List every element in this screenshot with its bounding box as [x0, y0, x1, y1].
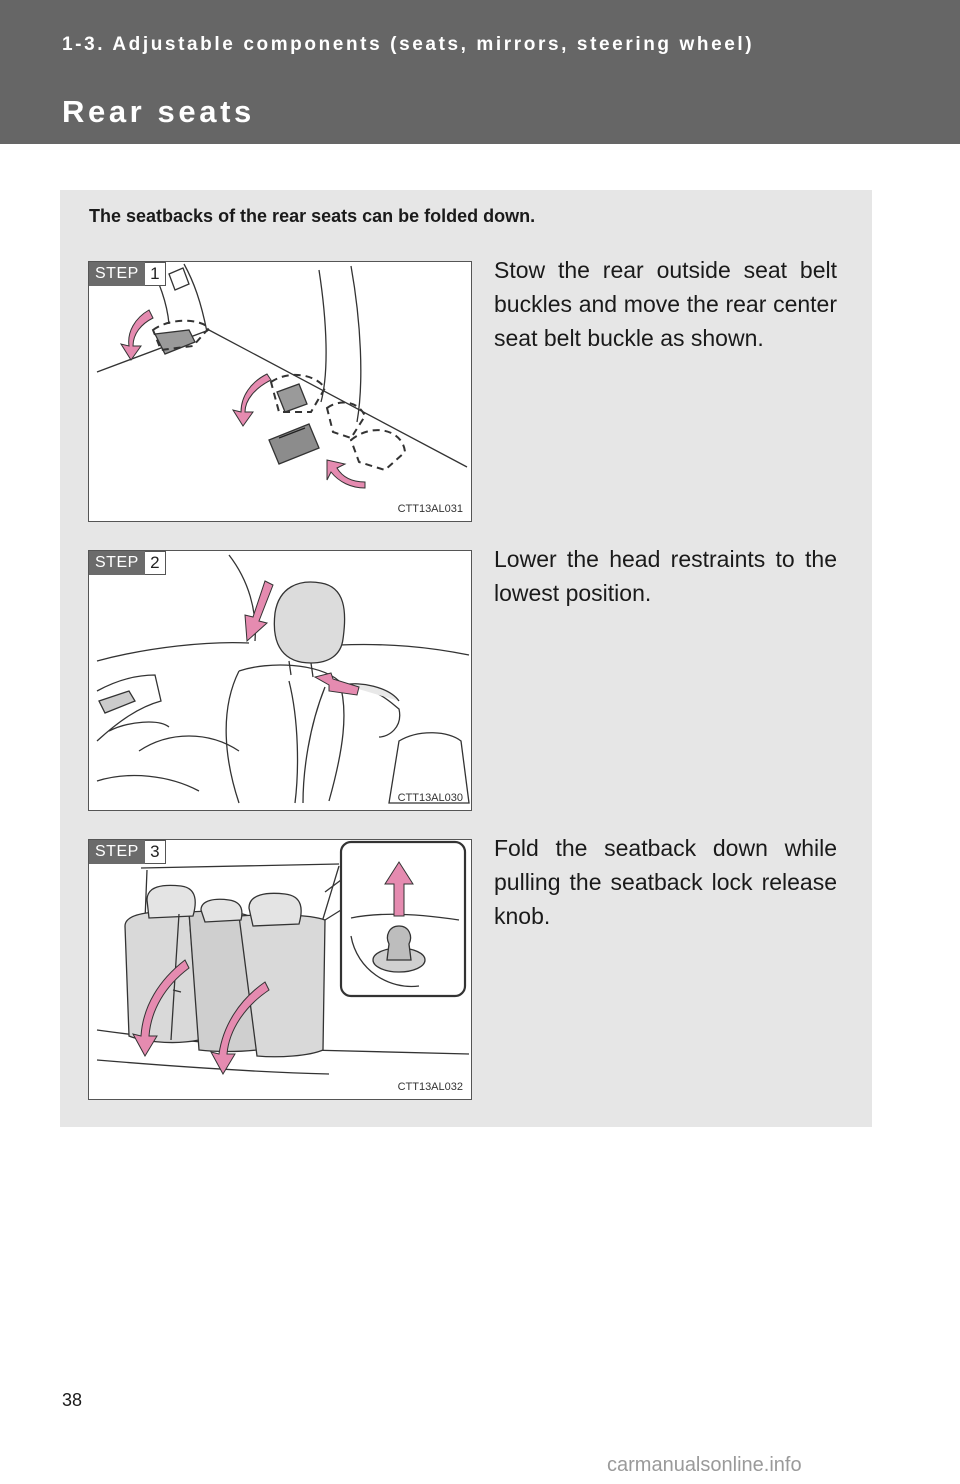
- page-title: Rear seats: [62, 94, 255, 129]
- step-number: 2: [145, 551, 166, 575]
- section-title: 1-3. Adjustable components (seats, mirrors, steering wheel): [62, 34, 755, 55]
- step-2-illustration: [88, 550, 472, 811]
- step-2-badge: [89, 551, 166, 575]
- step-1-instruction: Stow the rear outside seat belt buckles and move the rear center seat belt buckle as shown.: [494, 257, 837, 351]
- step-2-instruction: Lower the head restraints to the lowest position.: [494, 546, 837, 606]
- watermark: carmanualsonline.info: [607, 1454, 802, 1476]
- page-number: 38: [62, 1390, 83, 1410]
- step-1-illustration: [88, 261, 472, 522]
- seat-belt-buckle-drawing: [89, 262, 472, 522]
- step-number: 1: [145, 262, 166, 286]
- intro-text: The seatbacks of the rear seats can be folded down.: [89, 206, 536, 226]
- step-3-illustration: [88, 839, 472, 1100]
- page-header: [0, 0, 960, 144]
- head-restraint-drawing: [89, 551, 472, 811]
- step-1-badge: [89, 262, 166, 286]
- figure-code: CTT13AL030: [397, 792, 463, 804]
- step-label: STEP: [89, 551, 145, 575]
- figure-code: CTT13AL031: [397, 503, 463, 515]
- step-3-instruction: Fold the seatback down while pulling the seatback lock release knob.: [494, 835, 837, 929]
- step-number: 3: [145, 840, 166, 864]
- figure-code: CTT13AL032: [397, 1081, 463, 1093]
- seatback-fold-drawing: [89, 840, 472, 1100]
- step-3-badge: [89, 840, 166, 864]
- step-label: STEP: [89, 262, 145, 286]
- step-label: STEP: [89, 840, 145, 864]
